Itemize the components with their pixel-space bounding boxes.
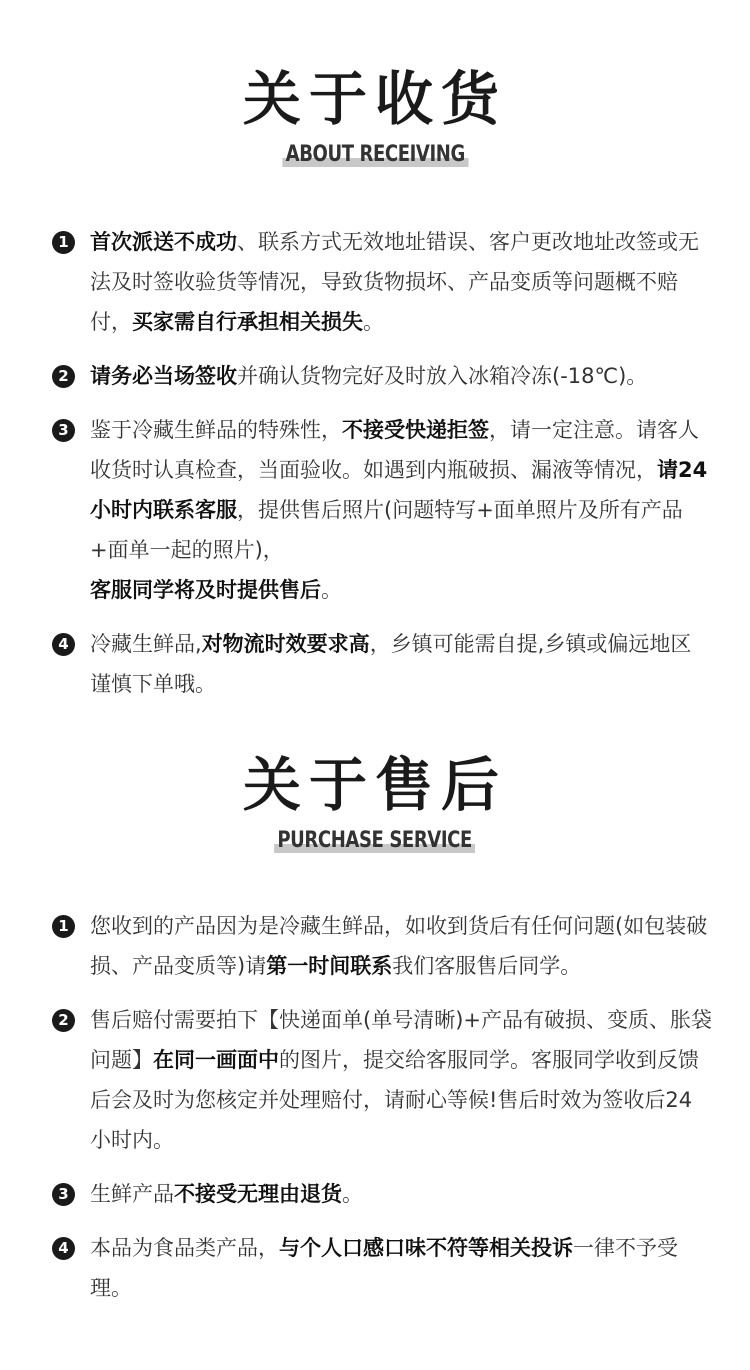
body-text: 、联系方式无效地址错误、客户更改地址改签或无法及时签收验货等情况，导致货物损坏、产品变质等问题概不赔付， [90, 230, 699, 334]
aftersale-title: 关于售后 [242, 751, 507, 819]
body-text: 生鲜产品 [90, 1182, 174, 1206]
body-text: 。 [342, 1182, 363, 1206]
receiving-item [52, 624, 712, 704]
emphasis-text: 第一时间联系 [266, 954, 393, 978]
body-text: 。 [363, 310, 384, 334]
number-badge: 4 [52, 633, 75, 656]
aftersale-list [52, 906, 712, 1308]
emphasis-text: 不接受无理由退货 [174, 1182, 342, 1206]
aftersale-subtitle: PURCHASE SERVICE [274, 828, 475, 854]
number-badge: 3 [52, 1183, 75, 1206]
body-text: ，请一定注意。请客人收货时认真检查，当面验收。如遇到内瓶破损、漏液等情况， [90, 418, 699, 482]
emphasis-text: 在同一画面中 [153, 1048, 279, 1072]
receiving-title: 关于收货 [242, 65, 507, 133]
body-text: ，乡镇可能需自提,乡镇或偏远地区谨慎下单哦。 [90, 632, 692, 696]
emphasis-text: 对物流时效要求高 [201, 632, 370, 656]
number-badge: 1 [52, 915, 75, 938]
emphasis-text: 不接受快递拒签 [342, 418, 489, 442]
body-text: 的图片，提交给客服同学。客服同学收到反馈后会及时为您核定并处理赔付，请耐心等候!售后时效为签收后24小时内。 [90, 1048, 699, 1152]
receiving-subtitle: ABOUT RECEIVING [282, 142, 468, 168]
emphasis-text: 与个人口感口味不符等相关投诉 [279, 1236, 573, 1260]
body-text: 售后赔付需要拍下【快递面单(单号清晰)+产品有破损、变质、胀袋问题】 [90, 1008, 712, 1072]
aftersale-item [52, 1174, 712, 1214]
emphasis-text: 客服同学将及时提供售后 [90, 578, 321, 602]
body-text: 我们客服售后同学。 [392, 954, 582, 978]
emphasis-text: 首次派送不成功 [90, 230, 237, 254]
number-badge: 2 [52, 1009, 75, 1032]
aftersale-item [52, 906, 712, 986]
number-badge: 2 [52, 365, 75, 388]
receiving-header [0, 65, 750, 168]
emphasis-text: 买家需自行承担相关损失 [132, 310, 363, 334]
aftersale-item [52, 1228, 712, 1308]
number-badge: 3 [52, 419, 75, 442]
body-text: ，提供售后照片(问题特写+面单照片及所有产品+面单一起的照片)， [90, 498, 683, 562]
body-text: 冷藏生鲜品, [90, 632, 202, 656]
number-badge: 1 [52, 231, 75, 254]
body-text: 一律不予受理。 [90, 1236, 678, 1300]
body-text: 鉴于冷藏生鲜品的特殊性， [90, 418, 342, 442]
aftersale-item [52, 1000, 712, 1160]
receiving-item [52, 356, 712, 396]
aftersale-header [0, 751, 750, 854]
receiving-list [52, 222, 712, 704]
body-text: 本品为食品类产品， [90, 1236, 279, 1260]
emphasis-text: 请24小时内联系客服 [90, 458, 708, 522]
number-badge: 4 [52, 1237, 75, 1260]
body-text: 您收到的产品因为是冷藏生鲜品，如收到货后有任何问题(如包装破损、产品变质等)请 [90, 914, 708, 978]
body-text: 并确认货物完好及时放入冰箱冷冻(-18℃)。 [237, 364, 648, 388]
body-text: 。 [321, 578, 342, 602]
emphasis-text: 请务必当场签收 [90, 364, 237, 388]
receiving-item [52, 410, 712, 610]
receiving-item [52, 222, 712, 342]
